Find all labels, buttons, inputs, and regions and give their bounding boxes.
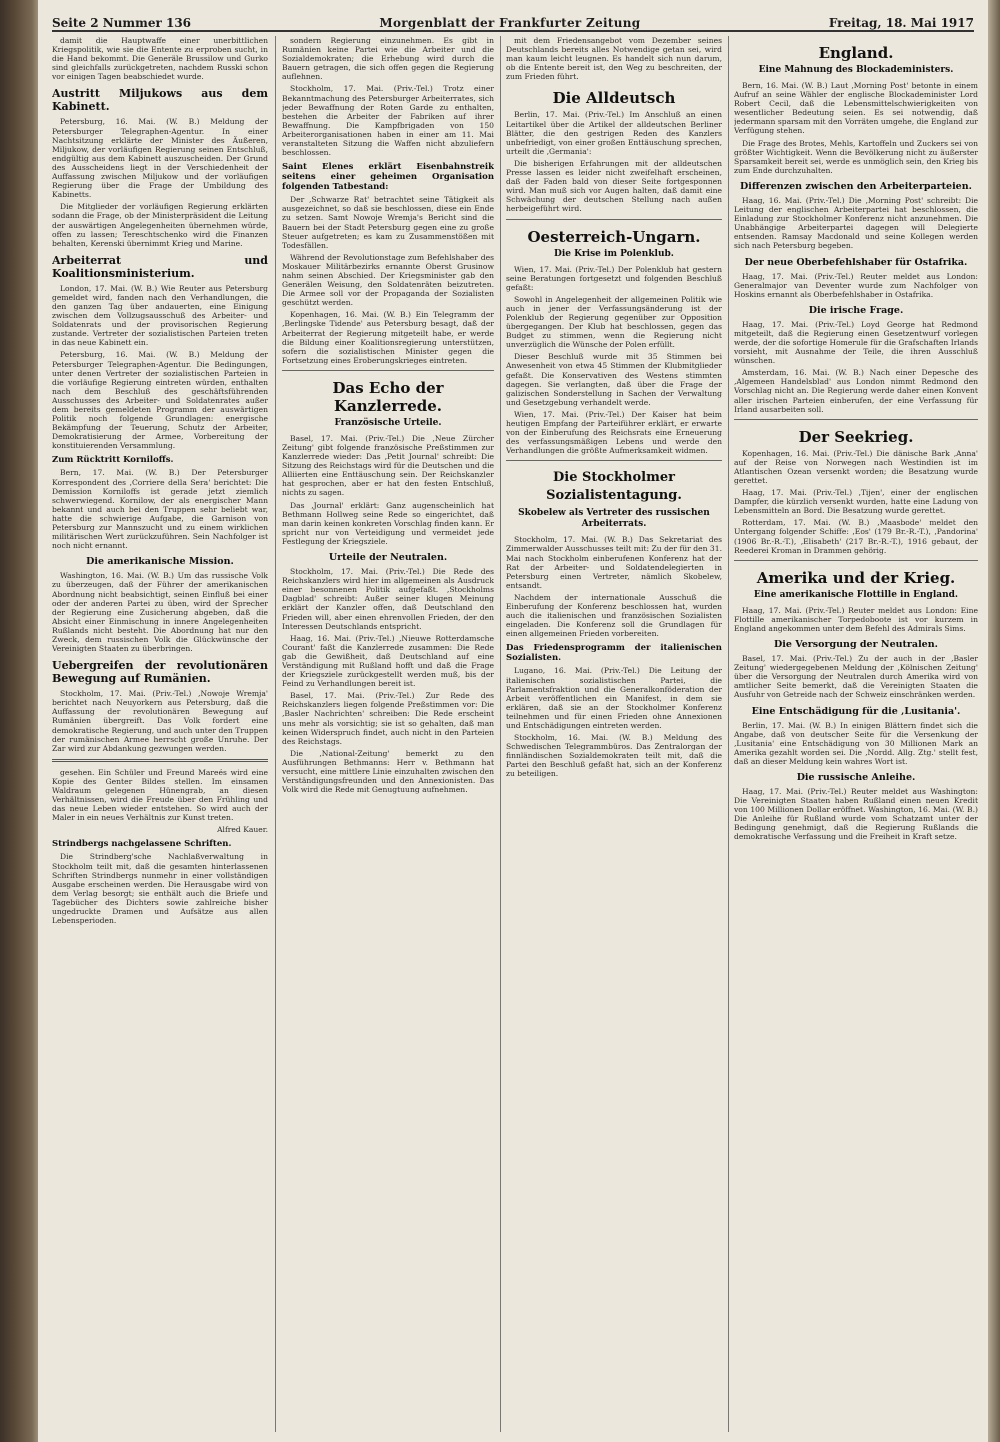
headline-seekrieg: Der Seekrieg.	[798, 427, 914, 446]
section-divider	[734, 419, 978, 420]
article-text: Berlin, 17. Mai. (W. B.) In einigen Blättern findet sich die Angabe, daß von deutscher Seite für die Versenkung der ‚Lusitania' eine Entschädigung von 30 Millionen Mark an Amerika gezahlt worden sei. Die ‚Nordd. Allg. Ztg.' stellt fest, daß an dieser Meldung kein wahres Wort ist.	[734, 720, 978, 766]
article-text: Petersburg, 16. Mai. (W. B.) Meldung der Petersburger Telegraphen-Agentur. Die Bedingungen, unter denen Vertreter der sozialistischen Parteien in die vorläufige Regierung eintreten würden, enthalten nach dem Beschluß des geschäftsführenden Ausschusses des Arbeiter- und Soldatenrates außer dem bereits gemeldeten Programm der auswärtigen Politik noch folgende Grundlagen: energische Bekämpfung der Teuerung, Schutz der Arbeiter, Demokratisierung der Armee, Vorbereitung der konstituierenden Versammlung.	[52, 350, 268, 451]
feuilleton-text: Die Strindberg'sche Nachlaßverwaltung in Stockholm teilt mit, daß die gesamten hinterlassenen Schriften Strindbergs nunmehr in einer vollständigen Ausgabe erscheinen werden. Die Herausgabe wird von dem Verlag besorgt; sie enthält auch die Briefe und Tagebücher des Dichters sowie zahlreiche bisher ungedruckte Dramen und Aufsätze aus allen Lebensperioden.	[52, 852, 268, 926]
subheadline-echo: Französische Urteile.	[334, 417, 442, 428]
article-text: Die ‚National-Zeitung' bemerkt zu den Ausführungen Bethmanns: Herr v. Bethmann hat versucht, eine mittlere Linie einzuhalten zwischen den Verständigungsfreunden und den Annexionisten. Das Volk wird die Rede mit Genugtuung aufnehmen.	[282, 748, 494, 795]
article-text: Die Mitglieder der vorläufigen Regierung erklärten sodann die Frage, ob der Ministerpräsident die Leitung der auswärtigen Angelegenheiten übernehmen würde, offen zu lassen; Tereschtschenko wird die Finanzen behalten, Kerenski übernimmt Krieg und Marine.	[52, 202, 268, 248]
section-divider	[506, 460, 722, 461]
article-text: Stockholm, 17. Mai. (Priv.-Tel.) Die Rede des Reichskanzlers wird hier im allgemeinen als Ausdruck einer besonnenen Politik aufgefaßt. ‚Stockholms Dagblad' schreibt: Außer seiner klugen Meinung erklärt der Kanzler offen, daß Deutschland den Frieden will, aber einen ehrenvollen Frieden, der den Interessen Deutschlands entspricht.	[282, 567, 494, 631]
section-divider	[734, 560, 978, 561]
article-text: Während der Revolutionstage zum Befehlshaber des Moskauer Militärbezirks ernannte Oberst Grusinow nahm seinen Abschied. Der Kriegsminister gab den Generälen Weisung, den Soldatenräten beizutreten. Die Armee soll vor der Propaganda der Sozialisten geschützt werden.	[282, 252, 494, 308]
headline-anleihe: Die russische Anleihe.	[796, 771, 916, 783]
article-text: London, 17. Mai. (W. B.) Wie Reuter aus Petersburg gemeldet wird, fanden nach den Verhandlungen, die den ganzen Tag über andauerten, eine Einigung zwischen dem Vollzugsausschuß des Arbeiter- und Soldatenrats und der provisorischen Regierung zustande. Vertreter der sozialistischen Parteien treten in das neue Kabinett ein.	[52, 283, 268, 348]
headline-differenzen: Differenzen zwischen den Arbeiterparteien.	[740, 180, 972, 192]
article-text: Die Frage des Brotes, Mehls, Kartoffeln und Zuckers sei von größter Wichtigkeit. Wenn die Bevölkerung nicht zu äußerster Sparsamkeit bereit sei, werde es unmöglich sein, den Krieg bis zum Ende durchzuhalten.	[734, 138, 978, 175]
article-text: mit dem Friedensangebot vom Dezember seines Deutschlands bereits alles Notwendige getan sei, wird man kaum leicht leugnen. Es handelt sich nun darum, ob die Entente bereit ist, den Weg zu beschreiten, der zum Frieden führt.	[506, 36, 722, 82]
section-divider	[506, 219, 722, 220]
article-text: Wien, 17. Mai. (Priv.-Tel.) Der Kaiser hat beim heutigen Empfang der Parteiführer erklärt, er erwarte von der Einberufung des Reichsrats eine Erneuerung des verfassungsmäßigen Lebens und werde den Verhandlungen die größte Aufmerksamkeit widmen.	[506, 409, 722, 456]
column-3	[506, 36, 722, 1432]
column-1	[52, 36, 268, 1432]
article-text: Stockholm, 17. Mai. (W. B.) Das Sekretariat des Zimmerwalder Ausschusses teilt mit: Zu der für den 31. Mai nach Stockholm einberufenen Konferenz hat der Rat der Arbeiter- und Soldatendelegierten in Petersburg einen Vertreter, nämlich Skobelew, entsandt.	[506, 535, 722, 590]
headline-amerika: Amerika und der Krieg.	[756, 568, 956, 587]
subheadline-stockholm: Skobelew als Vertreter des russischen Arbeiterrats.	[518, 508, 710, 530]
headline-eisenbahn: Saint Elenes erklärt Eisenbahnstreik seitens einer geheimen Organisation folgenden Tatbestand:	[282, 162, 494, 193]
article-text: Basel, 17. Mai. (Priv.-Tel.) Die ‚Neue Zürcher Zeitung' gibt folgende französische Preßstimmen zur Kanzlerrede wieder: Das ‚Petit Journal' schreibt: Die Sitzung des Reichstags wird für die Deutschen und die Alliierten eine Enttäuschung sein. Der Reichskanzler hat gesprochen, aber er hat den festen Entschluß, nichts zu sagen.	[282, 433, 494, 498]
article-text: Washington, 16. Mai. (W. B.) Um das russische Volk zu überzeugen, daß der Führer der amerikanischen Abordnung nicht beabsichtigt, seinen Einfluß bei einer oder der anderen Partei zu üben, wird der Sprecher der Regierung eine Zusicherung abgeben, daß die Absicht einer Einmischung in innere Angelegenheiten Rußlands nicht besteht. Die Abordnung hat nur den Zweck, dem russischen Volk die Glückwünsche der Vereinigten Staaten zu überbringen.	[52, 571, 268, 654]
article-text: Berlin, 17. Mai. (Priv.-Tel.) Im Anschluß an einen Leitartikel über die Artikel der alldeutschen Berliner Blätter, die den gestrigen Reden des Kanzlers unbefriedigt, von einer großen Enttäuschung sprechen, urteilt die ‚Germania':	[506, 110, 722, 156]
feuilleton-divider	[52, 759, 268, 762]
article-text: Stockholm, 17. Mai. (Priv.-Tel.) Trotz einer Bekanntmachung des Petersburger Arbeiterrates, sich jeder Bewaffnung der Roten Garde zu enthalten, bestehen die Arbeiter der Fabriken auf ihrer Bewaffnung. Die Kampfbrigaden von 150 Arbeiterorganisationen haben in einer am 11. Mai veranstalteten Sitzung die Waffen nicht abzuliefern beschlossen.	[282, 84, 494, 158]
headline-stockholm: Die Stockholmer Sozialistentagung.	[546, 470, 682, 504]
headline-kornilow: Zum Rücktritt Korniloffs.	[52, 455, 174, 466]
article-text: Wien, 17. Mai. (Priv.-Tel.) Der Polenklub hat gestern seine Beratungen fortgesetzt und folgenden Beschluß gefaßt:	[506, 264, 722, 292]
article-text: Amsterdam, 16. Mai. (W. B.) Nach einer Depesche des ‚Algemeen Handelsblad' aus London nimmt Redmond den Vorschlag nicht an. Die Regierung werde daher einen Konvent aller irischen Parteien einberufen, der eine Verfassung für Irland ausarbeiten soll.	[734, 368, 978, 414]
article-text: Haag, 16. Mai. (Priv.-Tel.) Die ‚Morning Post' schreibt: Die Leitung der englischen Arbeiterpartei hat beschlossen, die Einladung zur Stockholmer Konferenz nicht anzunehmen. Die Unabhängige Arbeiterpartei dagegen will Delegierte entsenden. Ramsay Macdonald und seine Kollegen werden sich nach Petersburg begeben.	[734, 195, 978, 251]
headline-echo: Das Echo der Kanzlerrede.	[332, 378, 444, 415]
column-4	[734, 36, 978, 1432]
column-rule	[275, 36, 276, 1432]
article-text: Das ‚Journal' erklärt: Ganz augenscheinlich hat Bethmann Hollweg seine Rede so eingerichtet, daß man darin keinen konkreten Vorschlag finden kann. Er spricht nur von Verteidigung und vermeidet jede Festlegung der Kriegsziele.	[282, 500, 494, 546]
article-text: Haag, 17. Mai. (Priv.-Tel.) Loyd George hat Redmond mitgeteilt, daß die Regierung einen Gesetzentwurf vorlegen werde, der die sofortige Homerule für die Grafschaften Irlands vorsieht, mit Ausnahme der Teile, die ihren Ausschluß wünschen.	[734, 319, 978, 366]
headline-oesterreich: Oesterreich-Ungarn.	[527, 227, 701, 246]
article-text: Nachdem der internationale Ausschuß die Einberufung der Konferenz beschlossen hat, wurden auch die italienischen und französischen Sozialisten eingeladen. Die Konferenz soll die Grundlagen für einen allgemeinen Frieden vorbereiten.	[506, 592, 722, 639]
article-text: sondern Regierung einzunehmen. Es gibt in Rumänien keine Partei wie die Arbeiter und die Sozialdemokraten; die Erhebung wird durch die Bauern getragen, die sich offen gegen die Regierung auflehnen.	[282, 36, 494, 82]
headline-arbeiterrat: Arbeiterrat und Koalitionsministerium.	[52, 253, 268, 280]
article-text: Die bisherigen Erfahrungen mit der alldeutschen Presse lassen es leider nicht zweifelhaft erscheinen, daß der Faden bald von dieser Seite fortgesponnen wird. Man muß sich vor Augen halten, daß damit eine Schwächung der deutschen Stellung nach außen herbeigeführt wird.	[506, 158, 722, 214]
article-text: Stockholm, 17. Mai. (Priv.-Tel.) ‚Nowoje Wremja' berichtet nach Neuyorkern aus Petersburg, daß die Auffassung der revolutionären Bewegung auf Rumänien übergreift. Das Volk fordert eine demokratische Regierung, und auch unter den Truppen der rumänischen Armee herrscht große Unruhe. Der Zar wird zur Abdankung gezwungen werden.	[52, 689, 268, 753]
subheadline-england: Eine Mahnung des Blockadeministers.	[758, 65, 954, 75]
article-text: damit die Hauptwaffe einer unerbittlichen Kriegspolitik, wie sie die Entente zu erproben sucht, in die Hand bekommt. Die Generäle Brussilow und Gurko sind gleichfalls zurückgetreten, nachdem Russki schon vor einigen Tagen beabschiedet wurde.	[52, 36, 268, 82]
page-number-label: Seite 2 Nummer 136	[52, 16, 192, 30]
article-text: Haag, 16. Mai. (Priv.-Tel.) ‚Nieuwe Rotterdamsche Courant' faßt die Kanzlerrede zusammen: Die Rede gab die Gewißheit, daß Deutschland auf eine Verständigung mit Rußland hofft und daß die Frage der Kriegsziele zurückgestellt werden muß, bis der Feind zu Verhandlungen bereit ist.	[282, 633, 494, 689]
article-text: Kopenhagen, 16. Mai. (W. B.) Ein Telegramm der ‚Berlingske Tidende' aus Petersburg besagt, daß der Arbeiterrat der Regierung mitgeteilt habe, er werde die Bildung einer Koalitionsregierung unterstützen, sofern die sozialistischen Minister gegen die Fortsetzung eines Eroberungskrieges eintreten.	[282, 310, 494, 365]
column-rule	[728, 36, 729, 1432]
author-signature: Alfred Kauer.	[217, 825, 268, 835]
headline-lusitania: Eine Entschädigung für die ‚Lusitania'.	[751, 705, 961, 717]
page-edge-shadow	[988, 0, 1000, 1442]
article-text: Lugano, 16. Mai. (Priv.-Tel.) Die Leitung der italienischen sozialistischen Partei, die Parlamentsfraktion und die Generalkonföderation der Arbeit veröffentlichen ein Manifest, in dem sie erklären, daß sie an der Stockholmer Konferenz teilnehmen und für einen Frieden ohne Annexionen und Entschädigungen eintreten werden.	[506, 666, 722, 730]
newspaper-page	[38, 0, 988, 1442]
issue-date: Freitag, 18. Mai 1917	[828, 16, 974, 30]
article-text: Stockholm, 16. Mai. (W. B.) Meldung des Schwedischen Telegrammbüros. Das Zentralorgan der finnländischen Sozialdemokraten teilt mit, daß die Partei den Beschluß gefaßt hat, sich an der Konferenz zu beteiligen.	[506, 733, 722, 779]
headline-miljukow: Austritt Miljukows aus dem Kabinett.	[52, 87, 268, 114]
headline-ostafrika: Der neue Oberbefehlshaber für Ostafrika.	[744, 256, 968, 268]
article-text: Bern, 17. Mai. (W. B.) Der Petersburger Korrespondent des ‚Corriere della Sera' berichtet: Die Demission Korniloffs ist gerade jetzt ziemlich schwerwiegend. Kornilow, der als energischer Mann bekannt und auch bei den Truppen sehr beliebt war, hatte die schwierige Aufgabe, die Garnison von Petersburg zur Mannszucht und zu einem wirklichen militärischen Wert zurückzuführen. Sein Nachfolger ist noch nicht ernannt.	[52, 468, 268, 551]
running-header	[52, 8, 974, 32]
article-text: Haag, 17. Mai. (Priv.-Tel.) ‚Tijen', einer der englischen Dampfer, die kürzlich versenkt wurden, hatte eine Ladung von Lebensmitteln an Bord. Die Besatzung wurde gerettet.	[734, 488, 978, 516]
headline-rumaenien: Uebergreifen der revolutionären Bewegung auf Rumänien.	[52, 659, 268, 686]
subheadline-polenklub: Die Krise im Polenklub.	[554, 248, 674, 259]
article-text: Basel, 17. Mai. (Priv.-Tel.) Zur Rede des Reichskanzlers liegen folgende Preßstimmen vor: Die ‚Basler Nachrichten' schreiben: Die Rede erscheint uns mehr als vorsichtig; sie ist so gehalten, daß man keinen Widerspruch findet, auch nicht in den Parteien des Reichstags.	[282, 691, 494, 746]
column-2	[282, 36, 494, 1432]
article-text: Petersburg, 16. Mai. (W. B.) Meldung der Petersburger Telegraphen-Agentur. In einer Nachtsitzung erklärte der Minister des Äußeren, Miljukow, der vorläufigen Regierung seinen Entschluß, endgültig aus dem Kabinett auszuscheiden. Der Grund des Ausscheidens liegt in der Verschiedenheit der Auffassung zwischen Miljukow und der vorläufigen Regierung über die Frage der Umbildung des Kabinetts.	[52, 117, 268, 200]
subheadline-amerika: Eine amerikanische Flottille in England.	[753, 589, 959, 600]
headline-irland: Die irische Frage.	[808, 304, 904, 316]
article-text: Bern, 16. Mai. (W. B.) Laut ‚Morning Post' betonte in einem Aufruf an seine Wähler der englische Blockademinister Lord Robert Cecil, daß die Lebensmittelschwierigkeiten von wesentlicher Bedeutung seien. Es sei notwendig, daß jedermann sparsam mit den Vorräten umgehe, die England zur Verfügung stehen.	[734, 81, 978, 136]
section-divider	[282, 370, 494, 371]
headline-italien: Das Friedensprogramm der italienischen Sozialisten.	[506, 643, 722, 664]
headline-england: England.	[818, 44, 894, 62]
article-text: Der ‚Schwarze Rat' betrachtet seine Tätigkeit als ausgezeichnet, so daß sie beschlossen, diese ein Ende zu setzen. Samt Nowoje Wremja's Bericht sind die Bauern bei der Stadt Petersburg gegen eine zu große Steuer aufgetreten; es kam zu Zusammenstößen mit Todesfällen.	[282, 195, 494, 250]
feuilleton-text: gesehen. Ein Schüler und Freund Mareés wird eine Kopie des Genter Bildes stellen. Im einsamen Waldraum gelegenen Hünengrab, an diesen Verhältnissen, wird die Freude über den Frühling und das neue Leben wieder entstehen. So wird auch der Maler in ein neues Verhältnis zur Kunst treten.	[52, 767, 268, 823]
headline-neutralen: Die Versorgung der Neutralen.	[774, 639, 938, 651]
article-text: Haag, 17. Mai. (Priv.-Tel.) Reuter meldet aus Washington: Die Vereinigten Staaten haben Rußland einen neuen Kredit von 100 Millionen Dollar eröffnet. Washington, 16. Mai. (W. B.) Die Anleihe für Rußland wurde vom Schatzamt unter der Bedingung genehmigt, daß die Regierung Rußlands die demokratische Verfassung und die Freiheit in Kraft setze.	[734, 786, 978, 842]
book-binding-shadow	[0, 0, 40, 1442]
article-text: Rotterdam, 17. Mai. (W. B.) ‚Maasbode' meldet den Untergang folgender Schiffe: ‚Eos' (179 Br.-R.-T.), ‚Pandorina' (1906 Br.-R.-T.), ‚Elisabeth' (217 Br.-R.-T.), 1916 gebaut, der Reederei Kroman in Drammen gehörig.	[734, 518, 978, 555]
article-text: Basel, 17. Mai. (Priv.-Tel.) Zu der auch in der ‚Basler Zeitung' wiedergegebenen Meldung der ‚Kölnischen Zeitung' über die Versorgung der Neutralen durch Amerika wird von amtlicher Seite bemerkt, daß die Vereinigten Staaten die Ausfuhr von Getreide nach der Schweiz einschränken werden.	[734, 654, 978, 700]
article-text: Kopenhagen, 16. Mai. (Priv.-Tel.) Die dänische Bark ‚Anna' auf der Reise von Norwegen nach Westindien ist im Atlantischen Ozean versenkt worden; die Besatzung wurde gerettet.	[734, 448, 978, 485]
headline-neutrale: Urteile der Neutralen.	[328, 552, 448, 564]
masthead-title: Morgenblatt der Frankfurter Zeitung	[379, 16, 641, 30]
column-rule	[500, 36, 501, 1432]
article-text: Haag, 17. Mai. (Priv.-Tel.) Reuter meldet aus London: Eine Flottille amerikanischer Torpedoboote ist vor kurzem in England angekommen unter dem Befehl des Admirals Sims.	[734, 605, 978, 633]
article-text: Dieser Beschluß wurde mit 35 Stimmen bei Anwesenheit von etwa 45 Stimmen der Klubmitglieder gefaßt. Die Konservativen des Westens stimmten dagegen. Sie verlangten, daß über die Frage der galizischen Sonderstellung in Sachen der Verwaltung und Gesetzgebung verhandelt werde.	[506, 352, 722, 407]
article-text: Haag, 17. Mai. (Priv.-Tel.) Reuter meldet aus London: Generalmajor van Deventer wurde zum Nachfolger von Hoskins ernannt als Oberbefehlshaber in Ostafrika.	[734, 271, 978, 299]
headline-alldeutsch: Die Alldeutsch	[552, 89, 676, 108]
headline-mission: Die amerikanische Mission.	[86, 556, 234, 568]
headline-strindberg: Strindbergs nachgelassene Schriften.	[52, 839, 232, 850]
article-text: Sowohl in Angelegenheit der allgemeinen Politik wie auch in jener der Verfassungsänderung ist der Polenklub der Regierung gegenüber zur Opposition übergegangen. Der Klub hat beschlossen, gegen das Budget zu stimmen, wenn die Regierung nicht unverzüglich die Wünsche der Polen erfüllt.	[506, 294, 722, 350]
